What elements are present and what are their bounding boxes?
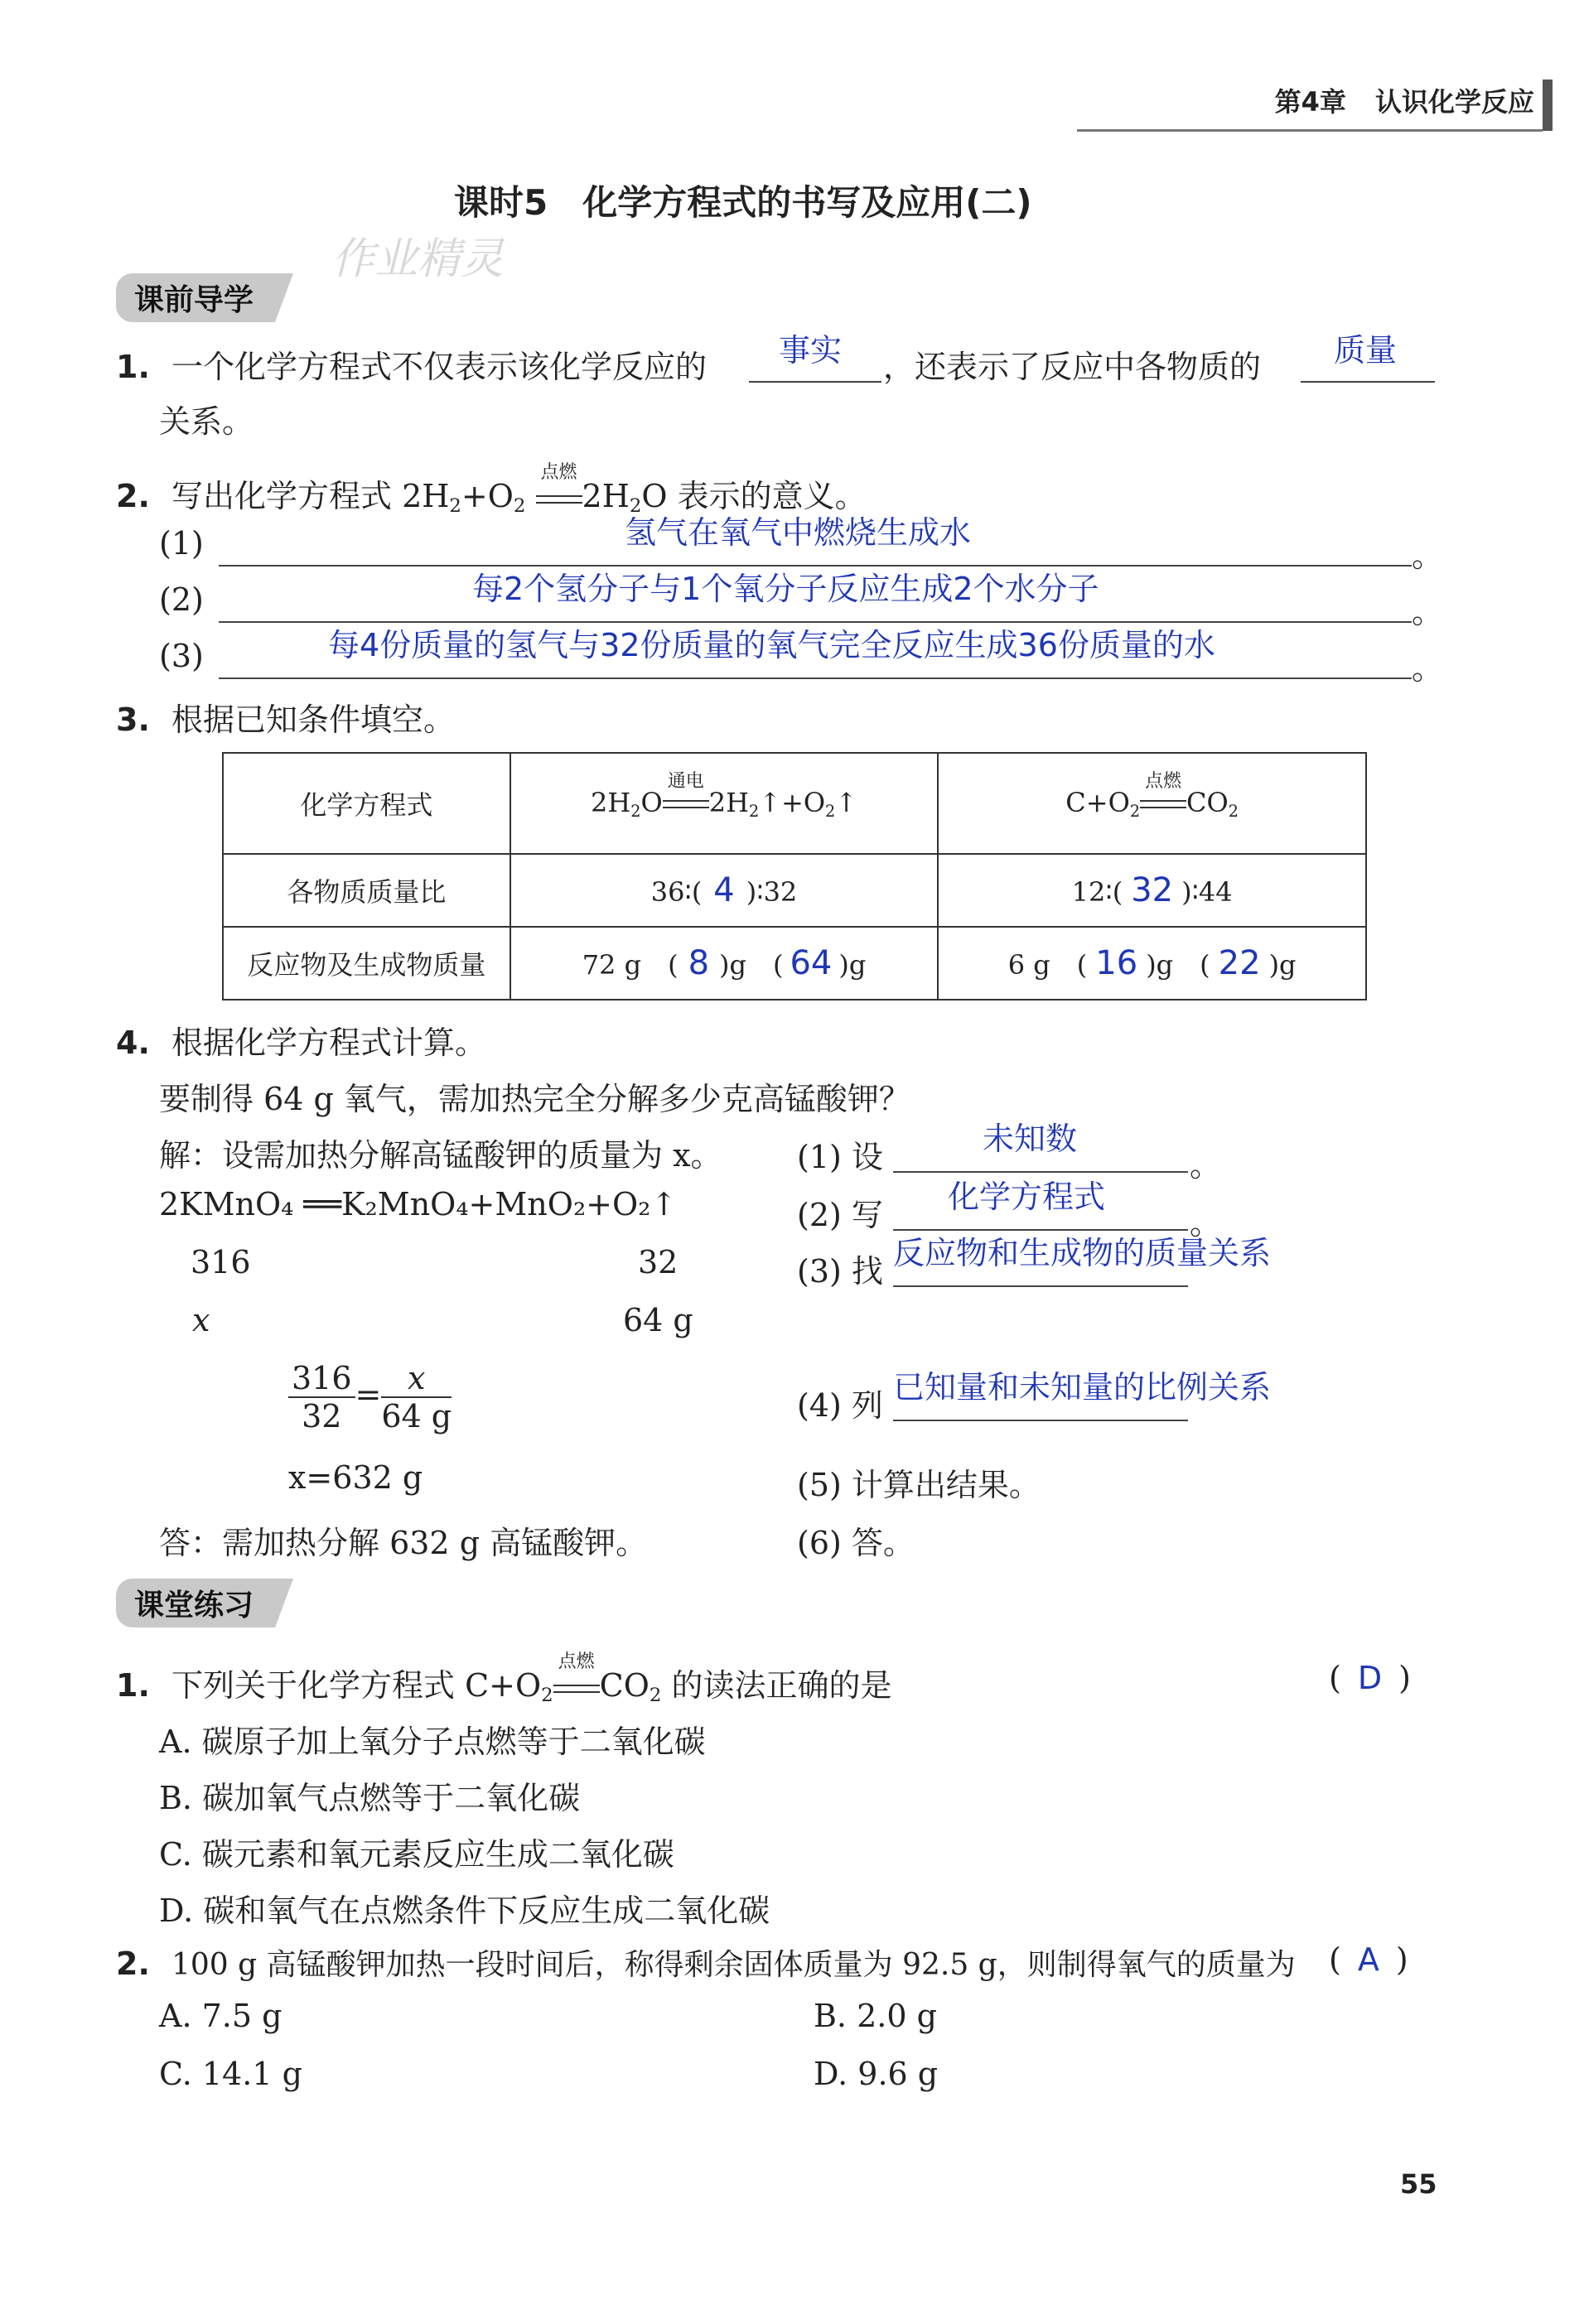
- q4-step-4-label: (4) 列: [797, 1387, 883, 1424]
- q2-item-3-answer: 每4份质量的氢气与32份质量的氧气完全反应生成36份质量的水: [328, 627, 1215, 663]
- p2-text: 100 g 高锰酸钾加热一段时间后，称得剩余固体质量为 92.5 g，则制得氧气的质量为: [171, 1948, 1296, 1982]
- q4-step-1-label: (1) 设: [797, 1139, 883, 1175]
- p1-condition: 点燃: [553, 1667, 600, 1704]
- q2: 2. 写出化学方程式 $2H_2+O_2$ 点燃 $2H_2O$ 表示的意义。: [116, 462, 867, 517]
- q4-step-1-blank[interactable]: [893, 1121, 1188, 1173]
- q4-answer: 答：需加热分解 632 g 高锰酸钾。: [159, 1525, 648, 1561]
- q4: [116, 1017, 486, 1063]
- p2: [116, 1941, 1334, 1984]
- p1-option-d[interactable]: D. 碳和氧气在点燃条件下反应生成二氧化碳: [159, 1892, 770, 1929]
- q1-number: 1.: [116, 349, 150, 385]
- q1-answer-2: 质量: [1334, 332, 1398, 369]
- q4-problem: 要制得 64 g 氧气，需加热完全分解多少克高锰酸钾？: [159, 1081, 910, 1117]
- watermark: 作业精灵: [331, 234, 505, 284]
- q3-text: 根据已知条件填空。: [171, 702, 455, 738]
- p1-option-a[interactable]: A. 碳原子加上氧分子点燃等于二氧化碳: [159, 1724, 706, 1760]
- q4-step-2-label: (2) 写: [797, 1197, 883, 1233]
- p1-option-b[interactable]: B. 碳加氧气点燃等于二氧化碳: [159, 1780, 581, 1816]
- col1-equation: $2H_2O$ 通电 $2H_2↑+O_2↑$: [510, 753, 939, 854]
- q2-item-2-label: (2): [159, 581, 204, 618]
- q2-item-1-blank[interactable]: [219, 514, 1412, 567]
- p1-text-c: 的读法正确的是: [661, 1667, 892, 1704]
- q4-v316: 316: [191, 1244, 251, 1280]
- col1-mass-answer-2: 64: [790, 944, 833, 982]
- col2-equation: $C+O_2$ 点燃 $CO_2$: [938, 753, 1366, 854]
- q1-text-b: ，还表示了反应中各物质的: [883, 349, 1262, 385]
- q4-step-3-label: (3) 找: [797, 1253, 883, 1290]
- q4-text: 根据化学方程式计算。: [171, 1025, 486, 1061]
- header-bar: [1543, 80, 1553, 131]
- q1-text-a: 一个化学方程式不仅表示该化学反应的: [171, 349, 707, 385]
- q2-item-3-blank[interactable]: [219, 627, 1412, 679]
- q4-step-2-period: 。: [1190, 1205, 1222, 1242]
- q4-step-4-fill: 已知量和未知量的比例关系: [893, 1369, 1272, 1405]
- q4-solve: 解：设需加热分解高锰酸钾的质量为 x。: [159, 1137, 722, 1174]
- q2-text-pre: 写出化学方程式 2H: [171, 478, 450, 514]
- p2-number: 2.: [116, 1946, 150, 1982]
- q2-item-2-answer: 每2个氢分子与1个氧分子反应生成2个水分子: [472, 571, 1099, 607]
- q1-blank-1[interactable]: [749, 332, 881, 383]
- col1-ratio-answer: 4: [713, 871, 735, 909]
- q2-text-end: O 表示的意义。: [641, 478, 867, 514]
- q1-text-c: 关系。: [159, 403, 254, 440]
- q2-item-2-blank[interactable]: [219, 571, 1412, 623]
- chapter-title: 认识化学反应: [1374, 86, 1534, 118]
- q2-item-3-period: 。: [1412, 650, 1444, 687]
- q4-vx: x: [192, 1302, 210, 1338]
- q2-condition: 点燃: [536, 478, 582, 514]
- q4-v64: 64 g: [623, 1302, 693, 1338]
- p2-option-b[interactable]: B. 2.0 g: [814, 1998, 937, 2034]
- p2-option-d[interactable]: D. 9.6 g: [814, 2056, 939, 2092]
- q3-number: 3.: [116, 702, 150, 738]
- p2-option-a[interactable]: A. 7.5 g: [159, 1998, 283, 2034]
- p1-text-b: CO: [599, 1667, 650, 1704]
- q4-step-5: (5) 计算出结果。: [797, 1467, 1041, 1503]
- col2-mass-answer-1: 16: [1095, 944, 1138, 982]
- q4-step-3-fill: 反应物和生成物的质量关系: [893, 1235, 1272, 1271]
- q2-item-1-period: 。: [1412, 538, 1444, 574]
- q4-number: 4.: [116, 1025, 150, 1061]
- col1-mass-answer-1: 8: [688, 944, 710, 982]
- row-label-mass: 反应物及生成物质量: [223, 927, 510, 1000]
- q1-answer-1: 事实: [779, 332, 843, 369]
- p1-answer: D: [1357, 1660, 1383, 1696]
- q2-number: 2.: [116, 478, 150, 514]
- chapter-number: 第4章: [1274, 86, 1346, 118]
- section-preview: 课前导学: [116, 273, 275, 322]
- q1-blank-2[interactable]: [1301, 332, 1435, 383]
- q2-text-post: 2H: [582, 478, 630, 514]
- section-practice: 课堂练习: [116, 1579, 275, 1627]
- q4-step-6: (6) 答。: [797, 1525, 915, 1561]
- header-rule: [1077, 129, 1543, 132]
- q4-equation: 2KMnO₄ ══K₂MnO₄+MnO₂+O₂↑: [159, 1186, 678, 1222]
- col1-ratio[interactable]: 36∶( 4 )∶32: [510, 854, 939, 927]
- q4-step-4-blank[interactable]: [893, 1369, 1272, 1421]
- col2-mass-answer-2: 22: [1218, 944, 1261, 982]
- p2-answer-box[interactable]: ( A ): [1329, 1941, 1408, 1978]
- q4-step-2-blank[interactable]: [893, 1179, 1188, 1231]
- p1-answer-box[interactable]: ( D ): [1329, 1660, 1411, 1696]
- chapter-header: [1275, 81, 1534, 119]
- q4-proportion: $\frac{316}{32}$ = $\frac{x}{64 g}$: [288, 1360, 452, 1434]
- row-label-ratio: 各物质质量比: [223, 854, 510, 927]
- q2-item-2-period: 。: [1412, 594, 1444, 630]
- q4-step-2-fill: 化学方程式: [948, 1179, 1106, 1215]
- p1: 1. 下列关于化学方程式 $C+O_2$ 点燃 $CO_2$ 的读法正确的是: [116, 1651, 892, 1706]
- lesson-title: 课时5 化学方程式的书写及应用(二): [454, 182, 1032, 223]
- col2-ratio-answer: 32: [1131, 871, 1174, 909]
- q2-item-3-label: (3): [159, 638, 204, 674]
- q3: [116, 694, 455, 740]
- q4-v32: 32: [638, 1244, 679, 1280]
- col2-ratio[interactable]: 12∶( 32 )∶44: [938, 854, 1366, 927]
- q3-table: [222, 752, 1367, 1000]
- p2-option-c[interactable]: C. 14.1 g: [159, 2056, 302, 2092]
- p2-answer: A: [1357, 1941, 1379, 1978]
- q2-item-1-label: (1): [159, 525, 204, 562]
- col2-mass[interactable]: 6 g ( 16 )g ( 22 )g: [938, 927, 1366, 1000]
- col1-mass[interactable]: 72 g ( 8 )g ( 64 )g: [510, 927, 939, 1000]
- q2-item-1-answer: 氢气在氧气中燃烧生成水: [625, 514, 972, 551]
- p1-text-a: 下列关于化学方程式 C+O: [171, 1667, 542, 1704]
- q4-result: x=632 g: [288, 1459, 423, 1496]
- q4-step-1-period: 。: [1190, 1147, 1222, 1184]
- page-number: 55: [1400, 2168, 1437, 2200]
- q4-step-3-blank[interactable]: [893, 1235, 1272, 1287]
- q2-text-mid: +O: [461, 478, 514, 514]
- p1-number: 1.: [116, 1667, 150, 1704]
- p1-option-c[interactable]: C. 碳元素和氧元素反应生成二氧化碳: [159, 1836, 674, 1873]
- q4-step-1-fill: 未知数: [983, 1121, 1078, 1157]
- row-label-equation: 化学方程式: [223, 753, 510, 854]
